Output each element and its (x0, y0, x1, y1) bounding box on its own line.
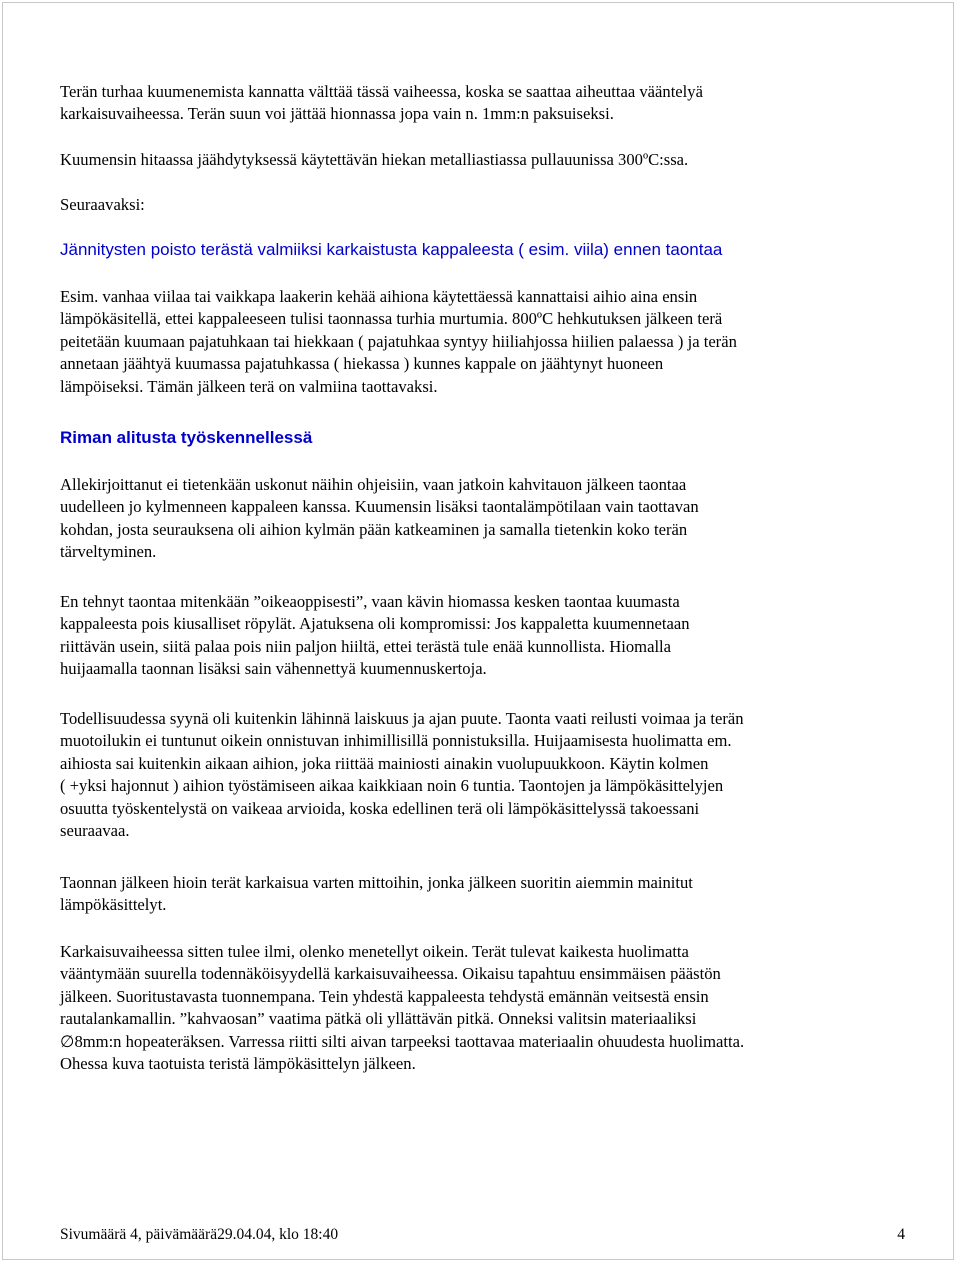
text-line: vääntymään suurella todennäköisyydellä karkaisuvaiheessa. Oikaisu tapahtuu ensimmäisen päästön (60, 964, 721, 984)
text-line: uudelleen jo kylmenneen kappaleen kanssa. Kuumensin lisäksi taontalämpötilaan vain taottavan (60, 497, 699, 517)
paragraph-grinding (60, 872, 905, 917)
paragraph-hardening (60, 941, 905, 1075)
paragraph-heating-sand (60, 149, 688, 171)
text-line: lämpökäsittelyt. (60, 895, 167, 915)
text-line: annetaan jäähtyä kuumassa pajatuhkassa ( hiekassa ) kunnes kappale on jäähtynyt huoneen (60, 354, 664, 374)
text-line: Taonnan jälkeen hioin terät karkaisua varten mittoihin, jonka jälkeen suoritin aiemmin mainitut (60, 873, 693, 892)
text-line: karkaisuvaiheessa. Terän suun voi jättää hionnassa jopa vain n. 1mm:n paksuiseksi. (60, 104, 614, 124)
text-line: ( +yksi hajonnut ) aihion työstämiseen aikaa kaikkiaan noin 6 tuntia. Taontojen ja lämpökäsittelyjen (60, 776, 724, 796)
text-line: Allekirjoittanut ei tietenkään uskonut näihin ohjeisiin, vaan jatkoin kahvitauon jälkeen taontaa (60, 475, 687, 494)
text-line: peitetään kuumaan pajatuhkaan tai hiekkaan ( pajatuhkaa syntyy hiiliahjossa hiilien palaessa ) ja terän (60, 331, 737, 351)
text-line: Seuraavaksi: (60, 195, 145, 214)
section-heading: Riman alitusta työskennellessä (60, 428, 313, 447)
page-number: 4 (897, 1226, 905, 1243)
text-line: En tehnyt taontaa mitenkään ”oikeaoppisesti”, vaan kävin hiomassa kesken taontaa kuumasta (60, 592, 680, 611)
footer-info: Sivumäärä 4, päivämäärä29.04.04, klo 18:40 (60, 1226, 339, 1243)
text-line: osuutta työskentelystä on vaikeaa arvioida, koska edellinen terä oli lämpökäsittelyssä takoessani (60, 798, 700, 818)
section-subtitle (60, 239, 722, 261)
text-line: kohdan, josta seurauksena oli aihion kylmän pään katkeaminen ja samalla tietenkin koko terän (60, 519, 688, 539)
text-line: ∅8mm:n hopeateräksen. Varressa riitti silti aivan tarpeeksi taottavaa materiaalin ohuudesta huolimatta. (60, 1031, 745, 1051)
text-line: kappaleesta pois kiusalliset röpylät. Ajatuksena oli kompromissi: Jos kappaletta kuumennetaan (60, 614, 690, 634)
text-line: Kuumensin hitaassa jäähdytyksessä käytettävän hiekan metalliastiassa pullauunissa 300ºC:ssa. (60, 150, 689, 169)
paragraph-overheating (60, 81, 905, 126)
paragraph-compromise (60, 591, 905, 681)
paragraph-undercut (60, 474, 905, 564)
text-line: muotoilukin ei tuntunut oikein onnistuvan inhimillisillä ponnistuksilla. Huijaamisesta huolimatta em. (60, 731, 732, 751)
text-line: Ohessa kuva taotuista teristä lämpökäsittelyn jälkeen. (60, 1054, 416, 1074)
text-line: Todellisuudessa syynä oli kuitenkin lähinnä laiskuus ja ajan puute. Taonta vaati reilusti voimaa ja terän (60, 709, 744, 728)
text-line: lämpökäsitellä, ettei kappaleeseen tulisi taonnassa turhia murtumia. 800ºC hehkutuksen jälkeen terä (60, 309, 723, 329)
text-line: Terän turhaa kuumenemista kannatta välttää tässä vaiheessa, koska se saattaa aiheuttaa vääntelyä (60, 82, 703, 101)
paragraph-next (60, 194, 145, 216)
document-page (2, 2, 954, 1260)
text-line: huijaamalla taonnan lisäksi sain vähennettyä kuumennuskertoja. (60, 659, 487, 679)
text-line: tärveltyminen. (60, 542, 157, 562)
text-line: seuraavaa. (60, 821, 130, 841)
text-line: Karkaisuvaiheessa sitten tulee ilmi, olenko menetellyt oikein. Terät tulevat kaikesta huolimatta (60, 942, 689, 961)
text-line: jälkeen. Suoritustavasta tuonnempana. Tein yhdestä kappaleesta tehdystä emännän veitsestä ensin (60, 986, 709, 1006)
paragraph-annealing (60, 286, 905, 398)
text-line: aihiosta sai kuitenkin aikaan aihion, joka riittää mainiosti ainakin vuolupuukkoon. Käytin kolmen (60, 753, 709, 773)
text-line: rautalankamallin. ”kahvaosan” vaatima pätkä oli yllättävän pitkä. Onneksi valitsin materiaaliksi (60, 1009, 697, 1029)
text-line: lämpöiseksi. Tämän jälkeen terä on valmiina taottavaksi. (60, 376, 438, 396)
text-line: Esim. vanhaa viilaa tai vaikkapa laakerin kehää aihiona käytettäessä kannattaisi aihio aina ensin (60, 287, 698, 306)
paragraph-reality (60, 708, 905, 842)
text-line: riittävän usein, siitä palaa pois niin paljon hiiltä, ettei terästä tule enää kunnollista. Hiomalla (60, 636, 672, 656)
text-line: Jännitysten poisto terästä valmiiksi karkaistusta kappaleesta ( esim. viila) ennen taontaa (60, 240, 723, 259)
